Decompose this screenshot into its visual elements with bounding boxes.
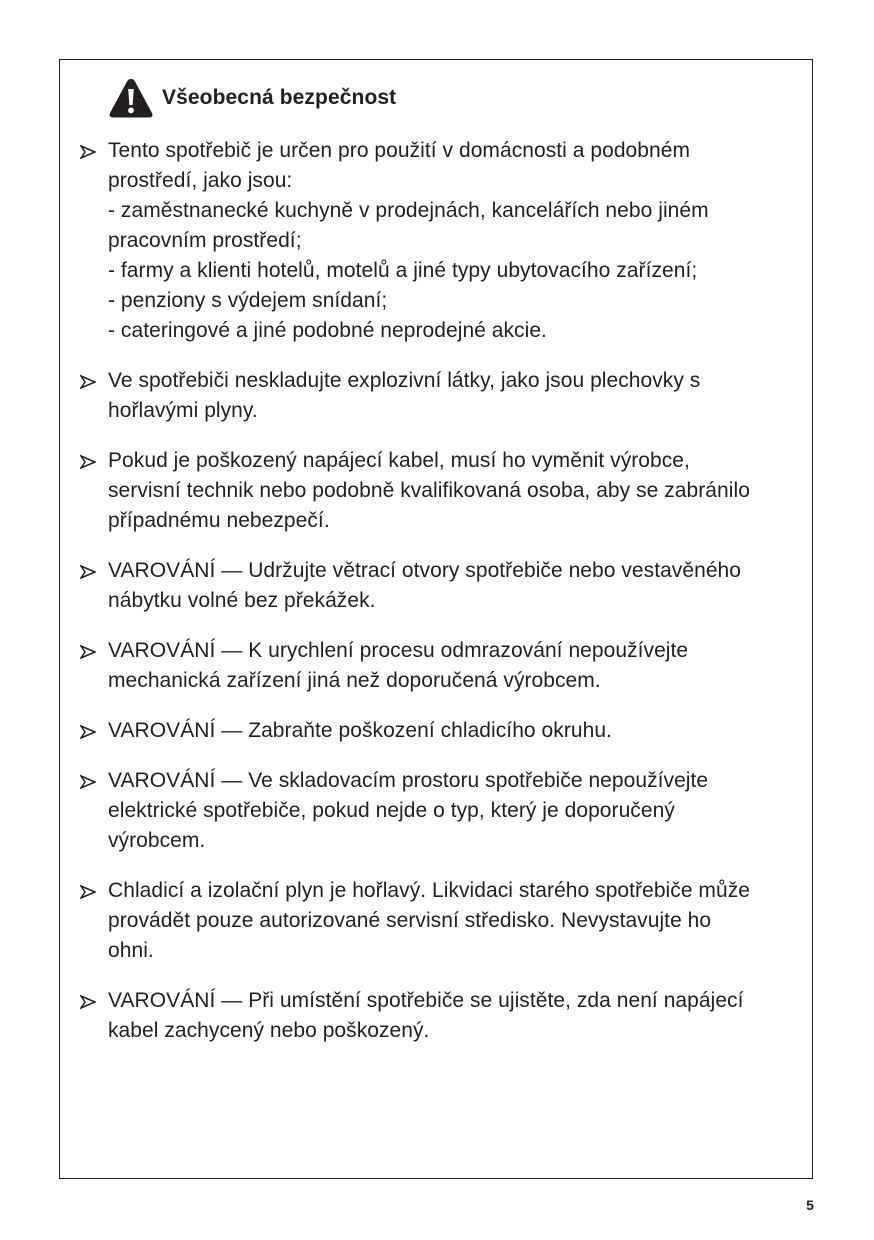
item-line: - penziony s výdejem snídaní; bbox=[108, 289, 388, 312]
item-line: případnému nebezpečí. bbox=[108, 509, 330, 532]
item-line: nábytku volné bez překážek. bbox=[108, 589, 376, 612]
list-item bbox=[80, 986, 796, 1046]
list-item bbox=[80, 876, 796, 966]
arrow-bullet-icon bbox=[80, 995, 96, 1009]
item-line: VAROVÁNÍ — K urychlení procesu odmrazování nepoužívejte bbox=[108, 639, 689, 662]
arrow-bullet-icon bbox=[80, 455, 96, 469]
item-line: Chladicí a izolační plyn je hořlavý. Likvidaci starého spotřebiče může bbox=[108, 879, 750, 902]
page-number: 5 bbox=[806, 1197, 814, 1213]
arrow-bullet-icon bbox=[80, 645, 96, 659]
list-item bbox=[80, 716, 796, 746]
item-line: servisní technik nebo podobně kvalifikovaná osoba, aby se zabránilo bbox=[108, 479, 750, 502]
item-line: mechanická zařízení jiná než doporučená výrobcem. bbox=[108, 669, 601, 692]
item-line: Ve spotřebiči neskladujte explozivní látky, jako jsou plechovky s bbox=[108, 369, 701, 392]
item-line: - cateringové a jiné podobné neprodejné akcie. bbox=[108, 319, 547, 342]
item-line: pracovním prostředí; bbox=[108, 229, 302, 252]
item-line: ohni. bbox=[108, 939, 154, 962]
arrow-bullet-icon bbox=[80, 145, 96, 159]
item-line: prostředí, jako jsou: bbox=[108, 169, 293, 192]
arrow-bullet-icon bbox=[80, 775, 96, 789]
warning-triangle-icon bbox=[108, 77, 154, 119]
item-line: VAROVÁNÍ — Při umístění spotřebiče se ujistěte, zda není napájecí bbox=[108, 989, 744, 1012]
arrow-bullet-icon bbox=[80, 725, 96, 739]
list-item bbox=[80, 446, 796, 536]
item-line: - farmy a klienti hotelů, motelů a jiné typy ubytovacího zařízení; bbox=[108, 259, 698, 282]
arrow-bullet-icon bbox=[80, 565, 96, 579]
list-item bbox=[80, 636, 796, 696]
list-item bbox=[80, 136, 796, 346]
item-line: elektrické spotřebiče, pokud nejde o typ, který je doporučený bbox=[108, 799, 675, 822]
list-item bbox=[80, 556, 796, 616]
item-line: kabel zachycený nebo poškozený. bbox=[108, 1019, 430, 1042]
item-line: Pokud je poškozený napájecí kabel, musí ho vyměnit výrobce, bbox=[108, 449, 690, 472]
list-item bbox=[80, 366, 796, 426]
item-line: hořlavými plyny. bbox=[108, 399, 258, 422]
list-item bbox=[80, 766, 796, 856]
arrow-bullet-icon bbox=[80, 885, 96, 899]
item-line: VAROVÁNÍ — Udržujte větrací otvory spotřebiče nebo vestavěného bbox=[108, 559, 742, 582]
item-line: VAROVÁNÍ — Ve skladovacím prostoru spotřebiče nepoužívejte bbox=[108, 769, 709, 792]
item-line: VAROVÁNÍ — Zabraňte poškození chladicího okruhu. bbox=[108, 719, 612, 742]
item-line: - zaměstnanecké kuchyně v prodejnách, kancelářích nebo jiném bbox=[108, 199, 709, 222]
content-frame bbox=[59, 59, 813, 1179]
section-title: Všeobecná bezpečnost bbox=[162, 86, 397, 109]
arrow-bullet-icon bbox=[80, 375, 96, 389]
item-line: Tento spotřebič je určen pro použití v domácnosti a podobném bbox=[108, 139, 691, 162]
item-line: výrobcem. bbox=[108, 829, 206, 852]
section-heading bbox=[108, 75, 396, 121]
item-line: provádět pouze autorizované servisní středisko. Nevystavujte ho bbox=[108, 909, 712, 932]
safety-list bbox=[80, 136, 796, 1066]
